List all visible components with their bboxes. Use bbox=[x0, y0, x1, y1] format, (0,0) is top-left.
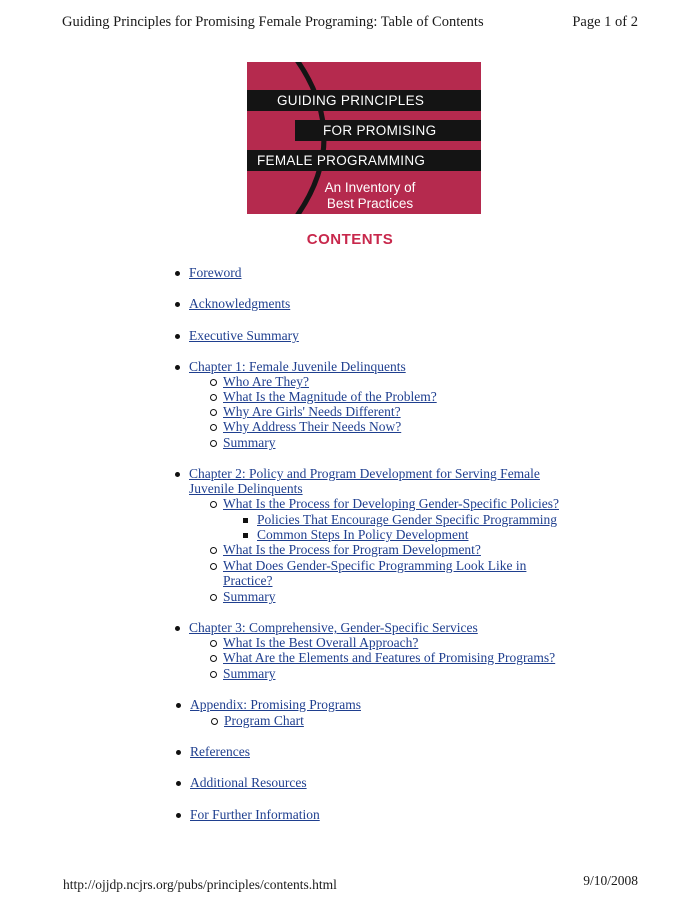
toc-subitem bbox=[223, 404, 401, 420]
foreword-link[interactable]: Foreword bbox=[189, 265, 242, 280]
toc-subsubitem bbox=[257, 527, 469, 543]
toc-subitem bbox=[223, 374, 309, 390]
toc-subitem bbox=[223, 558, 526, 574]
banner-line-3: FEMALE PROGRAMMING bbox=[247, 150, 481, 171]
footer-url: http://ojjdp.ncjrs.org/pubs/principles/contents.html bbox=[63, 877, 337, 892]
address-needs-now-link[interactable]: Why Address Their Needs Now? bbox=[223, 419, 402, 434]
chapter-2-link-line-2[interactable]: Juvenile Delinquents bbox=[189, 481, 303, 496]
magnitude-of-problem-link[interactable]: What Is the Magnitude of the Problem? bbox=[223, 389, 437, 404]
additional-resources-link[interactable]: Additional Resources bbox=[190, 775, 307, 790]
banner-line-2: FOR PROMISING bbox=[295, 120, 481, 141]
girls-needs-different-link[interactable]: Why Are Girls' Needs Different? bbox=[223, 404, 401, 419]
acknowledgments-link[interactable]: Acknowledgments bbox=[189, 296, 291, 311]
banner-subtitle-line-1: An Inventory of bbox=[324, 180, 416, 195]
references-link[interactable]: References bbox=[190, 744, 250, 759]
elements-features-link[interactable]: What Are the Elements and Features of Promising Programs? bbox=[223, 650, 556, 665]
toc-subsubitem bbox=[257, 512, 557, 528]
toc-item-chapter-3 bbox=[189, 620, 478, 636]
contents-heading: CONTENTS bbox=[306, 231, 394, 248]
toc-item-chapter-2-cont bbox=[189, 481, 303, 497]
chapter-2-link[interactable]: Chapter 2: Policy and Program Development for Serving Female bbox=[189, 466, 540, 481]
toc-item-further-information bbox=[190, 807, 320, 823]
chapter-1-link[interactable]: Chapter 1: Female Juvenile Delinquents bbox=[189, 359, 406, 374]
toc-subitem bbox=[223, 650, 555, 666]
best-overall-approach-link[interactable]: What Is the Best Overall Approach? bbox=[223, 635, 419, 650]
page-header-title: Guiding Principles for Promising Female Programing: Table of Contents bbox=[62, 14, 484, 30]
toc-item-appendix bbox=[190, 697, 361, 713]
toc-item-chapter-1 bbox=[189, 359, 406, 375]
chapter-2-summary-link[interactable]: Summary bbox=[223, 589, 276, 604]
toc-subitem bbox=[223, 389, 437, 405]
toc-item-references bbox=[190, 744, 250, 760]
policies-encourage-link[interactable]: Policies That Encourage Gender Specific Programming bbox=[257, 512, 558, 527]
appendix-link[interactable]: Appendix: Promising Programs bbox=[190, 697, 361, 712]
toc-item-executive-summary bbox=[189, 328, 299, 344]
program-chart-link[interactable]: Program Chart bbox=[224, 713, 304, 728]
toc-subitem bbox=[223, 589, 276, 605]
banner-subtitle-line-2: Best Practices bbox=[326, 196, 414, 211]
chapter-1-summary-link[interactable]: Summary bbox=[223, 435, 276, 450]
page-number: Page 1 of 2 bbox=[572, 14, 638, 30]
toc-subitem bbox=[223, 496, 559, 512]
chapter-3-summary-link[interactable]: Summary bbox=[223, 666, 276, 681]
process-program-development-link[interactable]: What Is the Process for Program Development? bbox=[223, 542, 481, 557]
programming-in-practice-link[interactable]: What Does Gender-Specific Programming Look Like in bbox=[223, 558, 527, 573]
toc-subitem bbox=[223, 542, 481, 558]
toc-subitem-cont bbox=[223, 573, 272, 589]
banner-line-1: GUIDING PRINCIPLES bbox=[247, 90, 481, 111]
toc-subitem bbox=[223, 435, 276, 451]
footer-date: 9/10/2008 bbox=[583, 873, 638, 888]
toc-subitem bbox=[223, 635, 418, 651]
toc-subitem bbox=[223, 419, 401, 435]
who-are-they-link[interactable]: Who Are They? bbox=[223, 374, 309, 389]
process-developing-policies-link[interactable]: What Is the Process for Developing Gender-Specific Policies? bbox=[223, 496, 559, 511]
further-information-link[interactable]: For Further Information bbox=[190, 807, 320, 822]
toc-item-chapter-2 bbox=[189, 466, 540, 482]
programming-in-practice-link-line-2[interactable]: Practice? bbox=[223, 573, 273, 588]
toc-item-foreword bbox=[189, 265, 242, 281]
toc-item-acknowledgments bbox=[189, 296, 290, 312]
toc-subitem bbox=[223, 666, 276, 682]
common-steps-link[interactable]: Common Steps In Policy Development bbox=[257, 527, 469, 542]
toc-item-additional-resources bbox=[190, 775, 307, 791]
chapter-3-link[interactable]: Chapter 3: Comprehensive, Gender-Specific Services bbox=[189, 620, 478, 635]
toc-subitem bbox=[224, 713, 304, 729]
executive-summary-link[interactable]: Executive Summary bbox=[189, 328, 299, 343]
